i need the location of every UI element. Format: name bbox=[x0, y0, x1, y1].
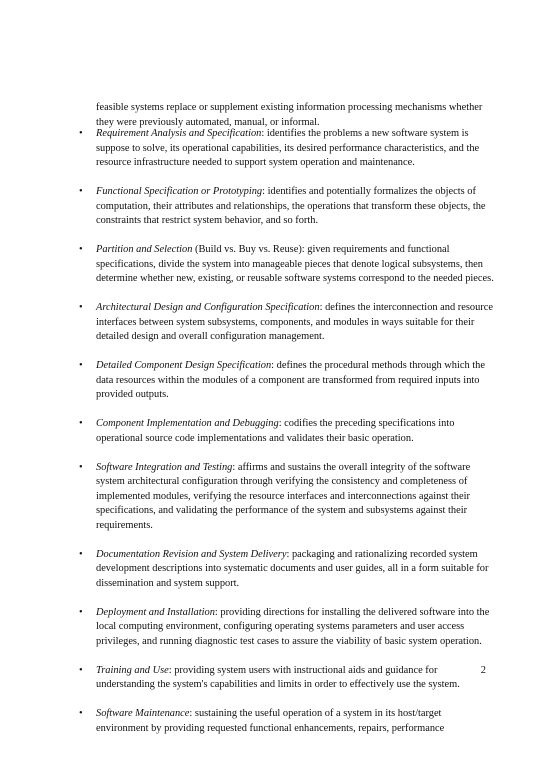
list-item-body: providing directions for installing the delivered software into the local computing environment, configuring operating systems parameters and user access privileges, and running diagnostic test cases to assure the viability of basic system operation. bbox=[96, 606, 490, 647]
list-item-text bbox=[96, 707, 496, 736]
bullet-icon: • bbox=[79, 461, 83, 473]
list-item-text bbox=[96, 359, 496, 403]
list-item-term: Requirement Analysis and Specification bbox=[96, 128, 262, 139]
bullet-icon: • bbox=[79, 302, 83, 313]
list-item bbox=[0, 243, 496, 287]
list-item-text bbox=[96, 127, 496, 171]
list-item-separator: : bbox=[168, 664, 172, 676]
list-item-body: affirms and sustains the overall integrity of the software system architectural configuration through verifying the consistency and completeness of implemented modules, verifying the resource interfaces and interconnections against their specifications, and validating the performance of the system and subsystems against their requirements. bbox=[96, 461, 471, 531]
list-item-separator: : bbox=[189, 708, 193, 719]
lifecycle-activity-list bbox=[0, 127, 550, 751]
list-item-separator: : bbox=[286, 548, 290, 560]
list-item-body: identifies and potentially formalizes the objects of computation, their attributes and relationships, the operations that transform these objects, the constraints that restrict system behavior, and so forth. bbox=[96, 186, 486, 226]
bullet-icon: • bbox=[79, 664, 83, 676]
list-item-separator: : bbox=[261, 128, 265, 139]
bullet-icon: • bbox=[79, 418, 83, 429]
list-item bbox=[0, 185, 496, 229]
list-item-separator: : bbox=[319, 302, 323, 313]
list-item bbox=[0, 548, 496, 592]
list-item bbox=[0, 707, 496, 736]
list-item-body: providing system users with instructional aids and guidance for understanding the system's capabilities and limits in order to effectively use the system. bbox=[96, 664, 460, 690]
list-item-text bbox=[96, 185, 496, 229]
bullet-icon: • bbox=[79, 128, 83, 139]
list-item-term: Software Integration and Testing bbox=[96, 461, 233, 473]
list-item-text bbox=[96, 548, 496, 592]
list-item-text bbox=[96, 461, 496, 534]
bullet-icon: • bbox=[79, 360, 83, 371]
list-item-text bbox=[96, 664, 496, 693]
list-item-body: packaging and rationalizing recorded system development descriptions into systematic documents and user guides, all in a form suitable for dissemination and system support. bbox=[96, 548, 489, 589]
list-item-term: Architectural Design and Configuration Specification bbox=[96, 302, 320, 313]
list-item-term: Training and Use bbox=[96, 664, 169, 676]
list-item-term: Functional Specification or Prototyping bbox=[96, 186, 263, 197]
list-item-text bbox=[96, 417, 496, 446]
bullet-icon: • bbox=[79, 548, 83, 560]
list-item bbox=[0, 461, 496, 534]
bullet-icon: • bbox=[79, 244, 83, 255]
list-item-text bbox=[96, 301, 496, 345]
list-item-body: defines the procedural methods through which the data resources within the modules of a component are transformed from required inputs into provided outputs. bbox=[96, 360, 485, 400]
list-item-body: sustaining the useful operation of a system in its host/target environment by providing requested functional enhancements, repairs, performance bbox=[96, 708, 445, 734]
list-item bbox=[0, 417, 496, 446]
list-item-term: Deployment and Installation bbox=[96, 606, 215, 618]
list-item-text bbox=[96, 243, 496, 287]
list-item-term: Documentation Revision and System Delivery bbox=[96, 548, 287, 560]
list-item-term: Software Maintenance bbox=[96, 708, 190, 719]
list-item-text bbox=[96, 606, 496, 650]
list-item-body: defines the interconnection and resource interfaces between system subsystems, components, and modules in ways suitable for their detailed design and overall configuration management. bbox=[96, 302, 493, 342]
list-item bbox=[0, 606, 496, 650]
page-number: 2 bbox=[480, 665, 486, 676]
list-item bbox=[0, 301, 496, 345]
list-item-body: (Build vs. Buy vs. Reuse): given requirements and functional specifications, divide the system into manageable pieces that denote logical subsystems, then determine whether new, existing, or reusable software systems correspond to the needed pieces. bbox=[96, 244, 494, 284]
list-item-separator: : bbox=[271, 360, 275, 371]
bullet-icon: • bbox=[79, 606, 83, 618]
list-item-term: Partition and Selection bbox=[96, 244, 193, 255]
bullet-icon: • bbox=[79, 708, 83, 719]
list-item-separator: : bbox=[214, 606, 218, 618]
list-item-separator: : bbox=[232, 461, 236, 473]
list-item bbox=[0, 664, 496, 693]
list-item-body: codifies the preceding specifications into operational source code implementations and validates their basic operation. bbox=[96, 418, 455, 444]
list-item-body: identifies the problems a new software system is suppose to solve, its operational capabilities, its desired performance characteristics, and the resource infrastructure needed to support system operation and maintenance. bbox=[96, 128, 480, 168]
bullet-icon: • bbox=[79, 186, 83, 197]
list-item bbox=[0, 359, 496, 403]
intro-paragraph: feasible systems replace or supplement existing information processing mechanisms whether they were previously automated, manual, or informal. bbox=[96, 102, 483, 128]
list-item-separator: : bbox=[262, 186, 266, 197]
list-item-term: Component Implementation and Debugging bbox=[96, 418, 279, 429]
list-item-term: Detailed Component Design Specification bbox=[96, 360, 272, 371]
list-item-separator: : bbox=[278, 418, 282, 429]
list-item bbox=[0, 127, 496, 171]
